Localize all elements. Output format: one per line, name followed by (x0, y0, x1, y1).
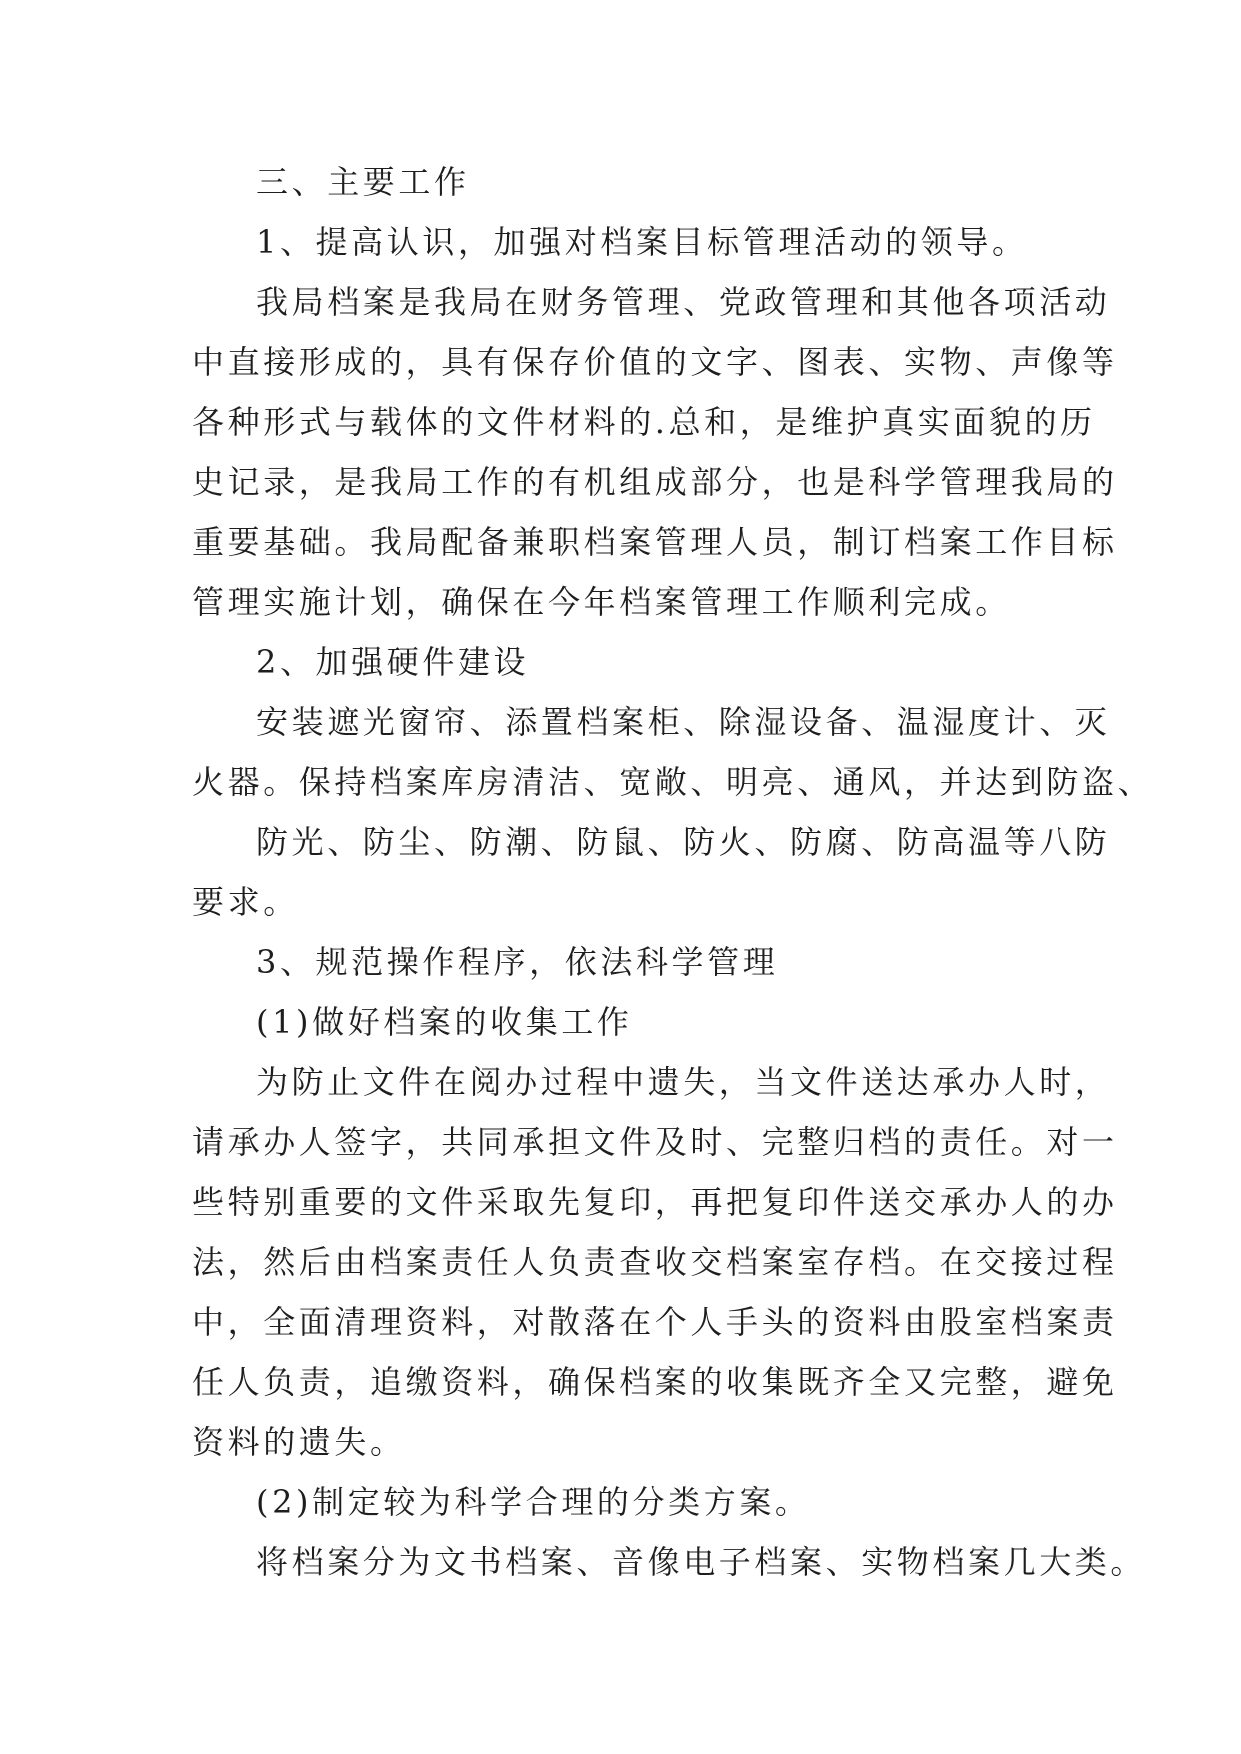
paragraph-line: 些特别重要的文件采取先复印，再把复印件送交承办人的办 (192, 1183, 1118, 1221)
document-body (192, 152, 1154, 1592)
paragraph-line: 请承办人签字，共同承担文件及时、完整归档的责任。对一 (192, 1123, 1118, 1161)
paragraph-line: 为防止文件在阅办过程中遗失，当文件送达承办人时， (256, 1063, 1111, 1101)
paragraph-line: 中直接形成的，具有保存价值的文字、图表、实物、声像等 (192, 343, 1118, 381)
subheading-1: 1、提高认识，加强对档案目标管理活动的领导。 (256, 223, 1028, 261)
paragraph-line: 史记录，是我局工作的有机组成部分，也是科学管理我局的 (192, 463, 1118, 501)
subheading-3-1: (1)做好档案的收集工作 (256, 1003, 633, 1041)
subheading-3: 3、规范操作程序，依法科学管理 (256, 943, 779, 981)
paragraph-line: 将档案分为文书档案、音像电子档案、实物档案几大类。 (256, 1543, 1147, 1581)
paragraph-line: 我局档案是我局在财务管理、党政管理和其他各项活动 (256, 283, 1111, 321)
subheading-2: 2、加强硬件建设 (256, 643, 530, 681)
paragraph-line: 各种形式与载体的文件材料的.总和，是维护真实面貌的历 (192, 403, 1096, 441)
section-heading: 三、主要工作 (256, 163, 470, 201)
paragraph-line: 火器。保持档案库房清洁、宽敞、明亮、通风，并达到防盗、 (192, 763, 1154, 801)
paragraph-line: 资料的遗失。 (192, 1423, 406, 1461)
paragraph-line: 重要基础。我局配备兼职档案管理人员，制订档案工作目标 (192, 523, 1118, 561)
paragraph-line: 管理实施计划，确保在今年档案管理工作顺利完成。 (192, 583, 1011, 621)
paragraph-line: 中，全面清理资料，对散落在个人手头的资料由股室档案责 (192, 1303, 1118, 1341)
paragraph-line: 安装遮光窗帘、添置档案柜、除湿设备、温湿度计、灭 (256, 703, 1111, 741)
subheading-3-2: (2)制定较为科学合理的分类方案。 (256, 1483, 811, 1521)
paragraph-line: 任人负责，追缴资料，确保档案的收集既齐全又完整，避免 (192, 1363, 1118, 1401)
paragraph-line: 防光、防尘、防潮、防鼠、防火、防腐、防高温等八防 (256, 823, 1111, 861)
paragraph-line: 要求。 (192, 883, 299, 921)
paragraph-line: 法，然后由档案责任人负责查收交档案室存档。在交接过程 (192, 1243, 1118, 1281)
